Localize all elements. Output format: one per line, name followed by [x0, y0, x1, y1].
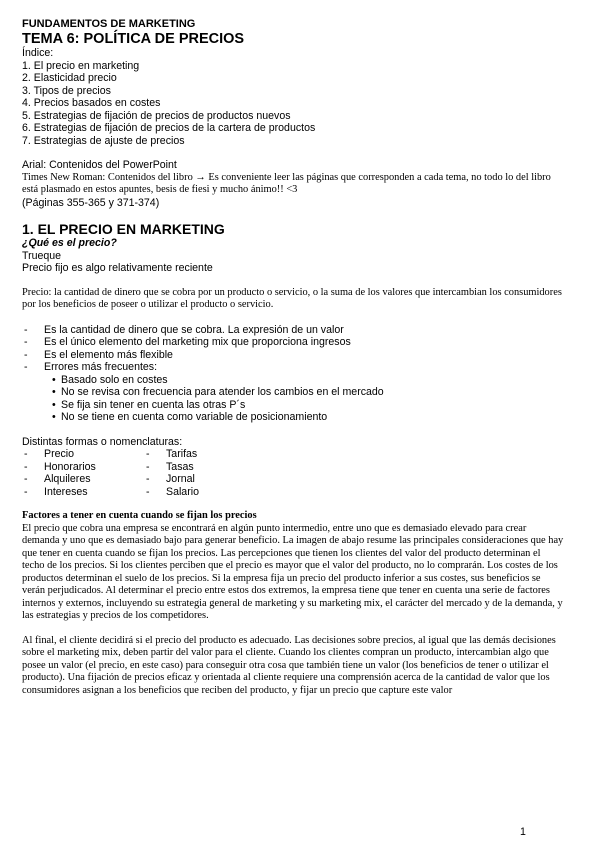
list-item: • No se revisa con frecuencia para atender los cambios en el mercado: [52, 386, 564, 399]
price-definition: Precio: la cantidad de dinero que se cobra por un producto o servicio, o la suma de los valores que intercambian los consumidores por los beneficios de poseer o utilizar el producto o servicio.: [22, 286, 562, 310]
errors-list: [52, 374, 564, 424]
forms-left-list: [22, 448, 144, 498]
errors-label: Errores más frecuentes:: [44, 361, 158, 373]
forms-right-list: [144, 448, 266, 498]
list-item: • Basado solo en costes: [52, 374, 564, 387]
index-item: 7. Estrategias de ajuste de precios: [22, 134, 185, 147]
forms-label: Distintas formas o nomenclaturas:: [22, 435, 183, 448]
legend-arial: Arial: Contenidos del PowerPoint: [22, 159, 177, 171]
factors-paragraph: El precio que cobra una empresa se encontrará en algún punto intermedio, entre uno que es demasiado elevado para crear demanda y uno que es demasiado bajo para generar beneficio. La imagen de abajo resume las principales consideraciones que hay que tener en cuenta cuando se fijan los precios. Las percepciones que tienen los clientes del valor del producto determinan el techo de los precios. Si los clientes perciben que el precio es mayor que el valor del producto, no lo comprarán. Los costes de los productos determinan el suelo de los precios. Si la empresa fija un precio del producto inferior a sus costes, sus beneficios se verán perjudicados. Al determinar el precio entre estos dos extremos, la empresa tiene que tener en cuenta una serie de factores internos y externos, incluyendo su estrategia general de marketing y su marketing mix, el carácter del mercado y de la demanda, y las estrategias y precios de los competidores.: [22, 522, 564, 621]
list-item: [22, 361, 564, 424]
text-line: Trueque: [22, 249, 62, 262]
list-item: - Tarifas: [144, 448, 266, 461]
index-item: 4. Precios basados en costes: [22, 97, 161, 109]
course-title: FUNDAMENTOS DE MARKETING: [22, 18, 196, 30]
legend-pages: (Páginas 355-365 y 371-374): [22, 196, 160, 209]
section-heading: 1. EL PRECIO EN MARKETING: [22, 221, 225, 237]
list-item: • No se tiene en cuenta como variable de posicionamiento: [52, 411, 564, 424]
price-points-list: [22, 324, 564, 424]
index-item: 1. El precio en marketing: [22, 59, 140, 72]
forms-columns: [22, 448, 564, 498]
index-list: [22, 60, 564, 148]
index-item: 5. Estrategias de fijación de precios de productos nuevos: [22, 109, 291, 122]
index-item: 6. Estrategias de fijación de precios de la cartera de productos: [22, 122, 316, 134]
index-label: Índice:: [22, 47, 54, 59]
list-item: - Tasas: [144, 461, 266, 474]
factors-heading: Factores a tener en cuenta cuando se fijan los precios: [22, 510, 257, 521]
list-item: - Intereses: [22, 486, 144, 499]
index-item: 2. Elasticidad precio: [22, 72, 117, 84]
topic-title: TEMA 6: POLÍTICA DE PRECIOS: [22, 31, 245, 47]
list-item: - Precio: [22, 448, 144, 461]
list-item: - Honorarios: [22, 461, 144, 474]
list-item: - Salario: [144, 486, 266, 499]
legend-times: Times New Roman: Contenidos del libro → Es conveniente leer las páginas que corresponden a cada tema, no todo lo del libro está plasmado en estos apuntes, besis de fiesi y mucho ánimo!! <3: [22, 171, 551, 195]
list-item: • Se fija sin tener en cuenta las otras P´s: [52, 399, 564, 412]
list-item: - Jornal: [144, 473, 266, 486]
list-item: - Es el elemento más flexible: [22, 349, 564, 362]
list-item: - Alquileres: [22, 473, 144, 486]
page-number: 1: [520, 826, 526, 838]
section-question: ¿Qué es el precio?: [22, 237, 117, 249]
factors-paragraph: Al final, el cliente decidirá si el precio del producto es adecuado. Las decisiones sobre precios, al igual que las demás decisiones sobre el marketing mix, deben partir del valor para el cliente. Cuando los clientes compran un producto, intercambian algo que posee un valor (el precio, en este caso) para conseguir otra cosa que también tiene un valor (los beneficios de tener o utilizar el producto). Una fijación de precios eficaz y orientada al cliente requiere una comprensión acerca de la cantidad de valor que los consumidores asignan a los beneficios que reciben del producto, y fijar un precio que capture este valor: [22, 634, 556, 696]
list-item: - Es el único elemento del marketing mix que proporciona ingresos: [22, 336, 564, 349]
text-line: Precio fijo es algo relativamente reciente: [22, 262, 213, 274]
list-item: - Es la cantidad de dinero que se cobra. La expresión de un valor: [22, 324, 564, 337]
document-page: [22, 18, 564, 697]
index-item: 3. Tipos de precios: [22, 84, 111, 97]
